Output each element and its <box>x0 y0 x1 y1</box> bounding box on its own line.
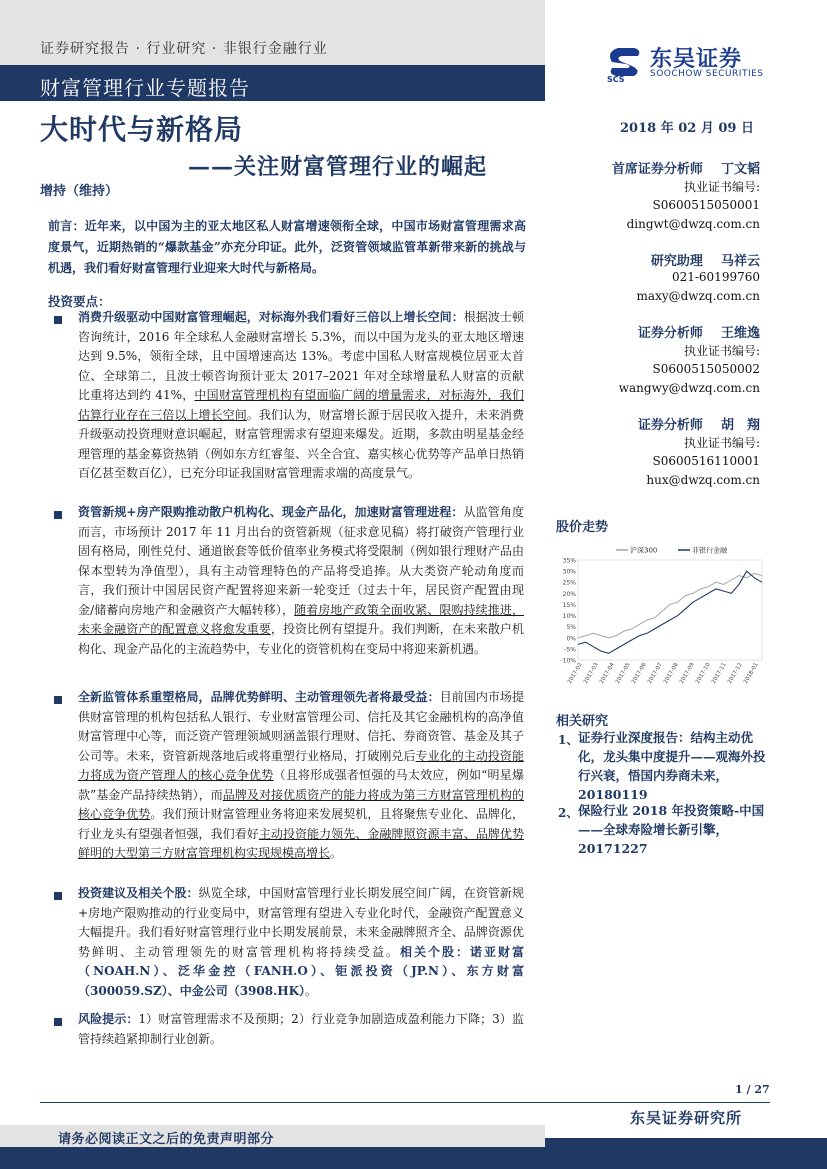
x-tick-label: 2017-11 <box>711 662 728 685</box>
analyst-2-email[interactable]: maxy@dwzq.com.cn <box>636 289 760 303</box>
point-3-highlight-3: 主动投资能力领先、金融牌照资源丰富、品牌优势鲜明的大型第三方财富管理机构实现规模高增长 <box>78 826 524 860</box>
report-subtitle: ——关注财富管理行业的崛起 <box>188 154 488 180</box>
y-tick-label: 15% <box>562 601 576 609</box>
point-3-text: 目前国内市场提供财富管理的机构包括私人银行、专业财富管理公司、信托及其它金融机构的高净值财富管理中心等，而泛资产管理领域则涵盖银行理财、信托、券商资管、基金及其子公司等。未来，资管新规落地后或将重塑行业格局，打破刚兑后 <box>78 690 524 763</box>
series-line-1 <box>578 573 762 638</box>
footer-navy-band <box>0 1147 545 1169</box>
point-3-highlight: 专业化的主动投资能力将成为资产管理人的核心竞争优势 <box>78 748 524 782</box>
related-2-num: 2、 <box>558 806 579 820</box>
analyst-4-cert: S0600516110001 <box>652 454 760 468</box>
point-5-head: 风险提示： <box>78 1012 139 1026</box>
related-1[interactable]: 证券行业深度报告：结构主动优化，龙头集中度提升——观海外投行兴衰，悟国内券商未来，20180119 <box>578 730 766 802</box>
logo-abbr: SCS <box>607 75 625 82</box>
point-4-head: 投资建议及相关个股： <box>78 886 199 900</box>
rating: 增持（维持） <box>40 184 119 199</box>
point-4-text: 纵览全球，中国财富管理行业长期发展空间广阔，在资管新规+房地产限购推动的行业变局中，财富管理有望进入专业化时代，金融资产配置意义大幅提升。我们看好财富管理行业中长期发展前景，未来金融牌照齐全、品牌资源优势鲜明、主动管理领先的财富管理机构将持续受益。 <box>78 886 524 959</box>
y-tick-label: -5% <box>564 646 576 654</box>
point-1-text-2: 。我们认为，财富增长源于居民收入提升，未来消费升级驱动投资理财意识崛起，财富管理需求有望迎来爆发。近期，多款由明星基金经理管理的基金募资热销（例如东方红睿玺、兴全合宜、嘉实核心优势等产品单日热销百亿甚至数百亿），已充分印证我国财富管理需求端的高度景气。 <box>78 407 524 480</box>
point-3-highlight-2: 品牌及对接优质资产的能力将成为第三方财富管理机构的核心竞争优势 <box>78 787 524 821</box>
disclaimer-link[interactable]: 请务必阅读正文之后的免责声明部分 <box>58 1132 275 1147</box>
point-2-highlight: 随着房地产政策全面收紧、限购持续推进，未来金融资产的配置意义将愈发重要 <box>78 602 524 636</box>
point-1-text: 根据波士顿咨询统计，2016 年全球私人金融财富增长 5.3%，而以中国为龙头的亚太地区增速达到 9.5%，领衔全球，且中国增速高达 13%。考虑中国私人财富规模位居亚太首位、全球第二，且波士顿咨询预计亚太 2017–2021 年对全球增量私人财富的贡献比重将达到约 41%， <box>78 310 524 402</box>
y-tick-label: 20% <box>562 590 576 598</box>
point-1 <box>78 308 524 484</box>
x-tick-label: 2017-10 <box>695 662 712 685</box>
point-2 <box>78 503 524 659</box>
y-tick-label: -10% <box>560 657 576 665</box>
analyst-2-name: 马祥云 <box>720 254 760 269</box>
analyst-1-title: 首席证券分析师 丁文韬 <box>611 162 760 177</box>
point-4 <box>78 884 524 1001</box>
report-title: 大时代与新格局 <box>40 113 244 146</box>
bullet-icon <box>54 1018 62 1026</box>
soochow-logo-icon <box>604 44 646 82</box>
logo-name: 东吴证券 <box>650 47 743 72</box>
x-tick-label: 2017-09 <box>679 662 696 685</box>
page-number: 1 / 27 <box>735 1083 770 1096</box>
point-3-head: 全新监管体系重塑格局，品牌优势鲜明、主动管理领先者将最受益： <box>78 690 440 704</box>
point-2-text: 从监管角度而言，市场预计 2017 年 11 月出台的资管新规（征求意见稿）将打破资产管理行业固有格局，刚性兑付、通道嵌套等低价值率业务模式将受限制（例如银行理财产品由保本型转为净值型），具有主动管理特色的产品将受追捧。从大类资产轮动角度而言，我们预计中国居民资产配置将迎来新一轮变迁（过去十年，居民资产配置由现金/储蓄向房地产和金融资产大幅转移）， <box>78 505 524 617</box>
stock-chart <box>556 540 768 690</box>
footer-institute: 东吴证券研究所 <box>630 1109 743 1127</box>
point-1-head: 消费升级驱动中国财富管理崛起，对标海外我们看好三倍以上增长空间： <box>78 310 464 324</box>
analyst-4-cert-label: 执业证书编号: <box>683 436 760 450</box>
legend-label-2: 非银行金融 <box>692 546 727 555</box>
analyst-4-title: 证券分析师 胡 翔 <box>637 418 760 433</box>
point-2-head: 资管新规+房产限购推动散户机构化、现金产品化，加速财富管理进程： <box>78 505 464 519</box>
related-heading: 相关研究 <box>556 714 609 729</box>
x-tick-label: 2017-05 <box>615 662 632 685</box>
point-5-text: 1）财富管理需求不及预期；2）行业竞争加剧造成盈利能力下降；3）监管持续趋紧抑制行业创新。 <box>78 1012 524 1046</box>
y-tick-label: 30% <box>562 568 576 576</box>
x-tick-label: 2017-02 <box>567 662 584 685</box>
chart-frame <box>578 560 762 660</box>
points-heading: 投资要点： <box>48 294 111 309</box>
y-tick-label: 10% <box>562 613 576 621</box>
x-tick-label: 2017-08 <box>663 662 680 685</box>
x-tick-label: 2017-03 <box>583 662 600 685</box>
analyst-2-title: 研究助理 马祥云 <box>650 254 760 269</box>
analyst-3-cert-label: 执业证书编号: <box>683 344 760 358</box>
point-4-stocks: 相关个股：诺亚财富（NOAH.N）、泛华金控（FANH.O）、钜派投资（JP.N）、东方财富（300059.SZ）、中金公司（3908.HK） <box>78 944 524 998</box>
footer-navy-band-right <box>545 1138 827 1169</box>
footer-divider <box>40 1102 770 1103</box>
x-tick-label: 2017-12 <box>727 662 744 685</box>
point-1-highlight: 中国财富管理机构有望面临广阔的增量需求，对标海外，我们估算行业存在三倍以上增长空间 <box>78 388 524 422</box>
analyst-1-name: 丁文韬 <box>720 162 760 177</box>
point-3-text-4: 。 <box>330 846 343 860</box>
stock-chart-heading: 股价走势 <box>556 520 609 535</box>
report-date: 2018 年 02 月 09 日 <box>620 121 754 136</box>
point-3 <box>78 688 524 864</box>
point-2-text-2: ，投资比例有望提升。我们判断，在未来散户机构化、现金产品化的主流趋势中，专业化的资管机构在变局中将迎来新机遇。 <box>78 622 524 656</box>
series-line-2 <box>578 571 762 653</box>
analyst-1-email[interactable]: dingwt@dwzq.com.cn <box>626 217 760 231</box>
related-2[interactable]: 保险行业 2018 年投资策略-中国——全球寿险增长新引擎，20171227 <box>578 803 765 856</box>
analyst-3-title: 证券分析师 王维逸 <box>637 326 760 341</box>
y-tick-label: 25% <box>562 579 576 587</box>
x-tick-label: 2017-06 <box>631 662 648 685</box>
analyst-2-phone: 021-60199760 <box>671 270 760 284</box>
analyst-3-email[interactable]: wangwy@dwzq.com.cn <box>618 381 760 395</box>
analyst-4-email[interactable]: hux@dwzq.com.cn <box>646 473 760 487</box>
analyst-3-name: 王维逸 <box>720 326 760 341</box>
bullet-icon <box>54 511 62 519</box>
point-3-text-2: （且将形成强者恒强的马太效应，例如“明星爆款”基金产品持续热销），而 <box>78 768 524 802</box>
point-3-text-3: 。我们预计财富管理业务将迎来发展契机，且将聚焦专业化、品牌化，行业龙头有望强者恒强，我们看好 <box>78 807 524 841</box>
bullet-icon <box>54 892 62 900</box>
point-4-text-2: 。 <box>305 983 318 998</box>
x-tick-label: 2017-04 <box>599 662 616 685</box>
y-tick-label: 0% <box>566 635 576 643</box>
x-tick-label: 2018-01 <box>743 662 760 685</box>
bullet-icon <box>54 696 62 704</box>
analyst-1-cert-label: 执业证书编号: <box>683 180 760 194</box>
analyst-4-name: 胡 翔 <box>720 418 760 433</box>
point-5 <box>78 1010 524 1049</box>
y-tick-label: 5% <box>566 624 576 632</box>
foreword: 前言：近年来，以中国为主的亚太地区私人财富增速领衔全球，中国市场财富管理需求高度景气，近期热销的“爆款基金”亦充分印证。此外，泛资管领域监管革新带来新的挑战与机遇，我们看好财富管理行业迎来大时代与新格局。 <box>48 219 526 275</box>
x-tick-label: 2017-07 <box>647 662 664 685</box>
analyst-1-cert: S0600515050001 <box>652 198 760 212</box>
breadcrumb: 证券研究报告 · 行业研究 · 非银行金融行业 <box>40 41 328 57</box>
y-tick-label: 35% <box>562 557 576 565</box>
related-1-num: 1、 <box>558 733 579 747</box>
analyst-3-cert: S0600515050002 <box>652 362 760 376</box>
logo-english-name: SOOCHOW SECURITIES <box>650 69 764 79</box>
report-type: 财富管理行业专题报告 <box>40 76 250 100</box>
bullet-icon <box>54 316 62 324</box>
legend-label-1: 沪深300 <box>630 546 658 555</box>
